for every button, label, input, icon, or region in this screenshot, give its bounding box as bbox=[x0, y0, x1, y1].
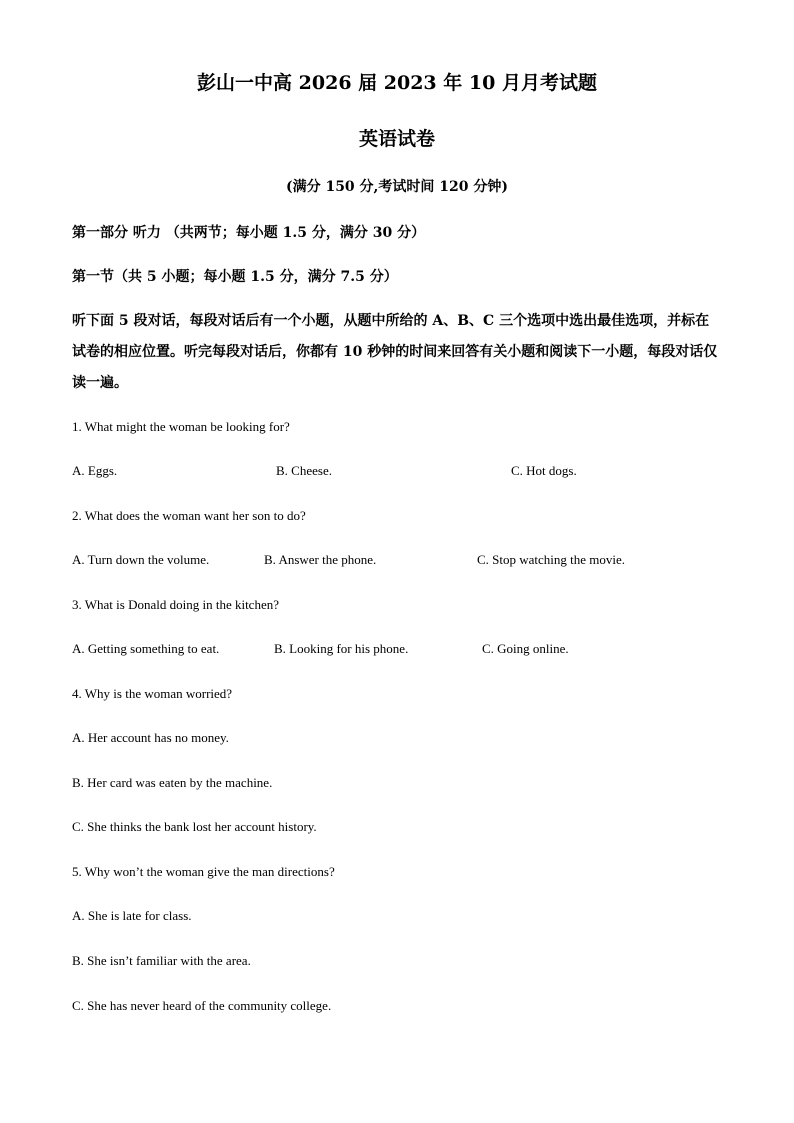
exam-info: (满分 150 分,考试时间 120 分钟) bbox=[285, 179, 509, 195]
question-2-stem: 2. What does the woman want her son to do? bbox=[72, 508, 306, 523]
exam-title: 彭山一中高 2026 届 2023 年 10 月月考试题 bbox=[197, 72, 597, 94]
question-5-option-a: A. She is late for class. bbox=[72, 908, 192, 923]
question-2-option-a: A. Turn down the volume. bbox=[72, 552, 210, 567]
question-3-stem: 3. What is Donald doing in the kitchen? bbox=[72, 597, 279, 612]
question-4-option-c: C. She thinks the bank lost her account history. bbox=[72, 819, 317, 834]
listening-instructions: 听下面 5 段对话，每段对话后有一个小题，从题中所给的 A、B、C 三个选项中选出最佳选项，并标在试卷的相应位置。听完每段对话后，你都有 10 秒钟的时间来回答有关小题和阅读下一小题，每段对话仅读一遍。 bbox=[72, 313, 718, 391]
subject-title: 英语试卷 bbox=[358, 128, 435, 150]
question-4-option-a: A. Her account has no money. bbox=[72, 730, 229, 745]
question-1-option-a: A. Eggs. bbox=[72, 463, 118, 478]
question-5-option-c: C. She has never heard of the community college. bbox=[72, 998, 332, 1013]
question-5-stem: 5. Why won’t the woman give the man directions? bbox=[72, 864, 335, 879]
question-3-option-a: A. Getting something to eat. bbox=[72, 641, 220, 656]
question-4-option-b: B. Her card was eaten by the machine. bbox=[72, 775, 273, 790]
part-one-heading: 第一部分 听力 （共两节；每小题 1.5 分，满分 30 分） bbox=[72, 225, 426, 241]
question-1-option-c: C. Hot dogs. bbox=[511, 463, 577, 478]
question-4-stem: 4. Why is the woman worried? bbox=[72, 686, 233, 701]
question-1-stem: 1. What might the woman be looking for? bbox=[72, 419, 290, 434]
question-1-option-b: B. Cheese. bbox=[276, 463, 332, 478]
question-2-option-b: B. Answer the phone. bbox=[264, 552, 377, 567]
question-2-option-c: C. Stop watching the movie. bbox=[477, 552, 626, 567]
question-3-option-c: C. Going online. bbox=[482, 641, 569, 656]
question-3-option-b: B. Looking for his phone. bbox=[274, 641, 409, 656]
question-5-option-b: B. She isn’t familiar with the area. bbox=[72, 953, 251, 968]
section-one-heading: 第一节（共 5 小题；每小题 1.5 分，满分 7.5 分） bbox=[72, 269, 398, 285]
